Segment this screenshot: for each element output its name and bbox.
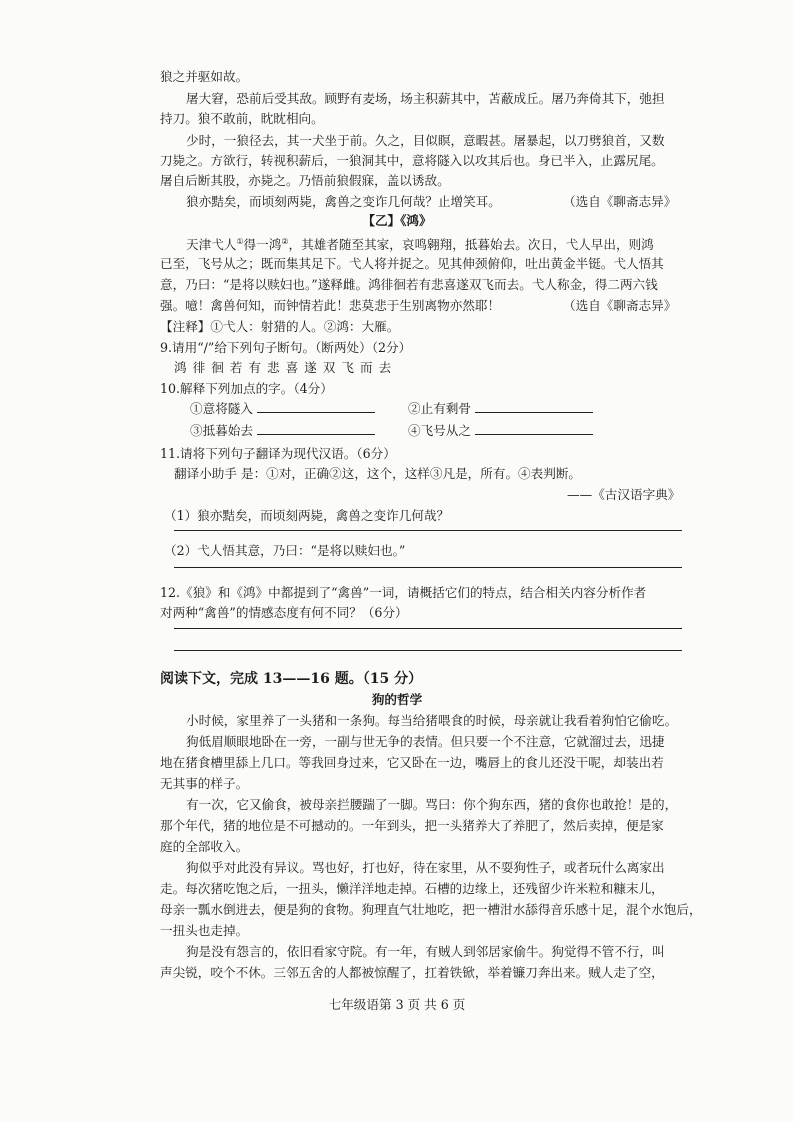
passage-line: 持刀。狼不敢前，眈眈相向。 [160,111,324,126]
passage-line: 屠大窘，恐前后受其敌。顾野有麦场，场主积薪其中，苫蔽成丘。屠乃奔倚其下，弛担 [186,91,665,106]
essay-line: 狗是没有怨言的，依旧看家守院。有一年，有贼人到邻居家偷牛。狗觉得不管不行，叫 [186,944,665,959]
essay-line: 狗低眉顺眼地卧在一旁，一副与世无争的表情。但只要一个不注意，它就溜过去，迅捷 [186,734,665,749]
passage-line: 狼亦黠矣，而顷刻两毙，禽兽之变诈几何哉？止增笑耳。 [186,194,501,209]
question-11-item: （2）弋人悟其意，乃曰：“是将以赎妇也。” [164,543,406,558]
passage-line: 狼之并驱如故。 [160,69,249,84]
essay-line: 庭的全部收入。 [160,839,249,854]
passage-line: 屠自后断其股，亦毙之。乃悟前狼假寐，盖以诱敌。 [160,173,450,188]
question-10-item [408,422,593,440]
essay-line: 有一次，它又偷食，被母亲拦腰踹了一脚。骂曰：你个狗东西，猪的食你也敢抢！是的， [186,797,678,812]
item-label: ③抵暮始去 [190,423,253,438]
answer-blank[interactable] [475,400,593,413]
passage-line: 意，乃曰：“是将以赎妇也。”遂释雌。鸿徘徊若有悲喜遂双飞而去。弋人称金，得二两六钱 [160,277,658,292]
item-label: ④飞号从之 [408,423,471,438]
essay-line: 声尖锐，咬个不休。三邻五舍的人都被惊醒了，扛着铁锨，举着镰刀奔出来。贼人走了空， [160,965,664,980]
footnote-marker: ① [236,237,244,246]
question-10-item [190,422,375,440]
answer-line[interactable] [174,530,682,531]
answer-line[interactable] [174,628,682,629]
answer-line[interactable] [174,650,682,651]
question-10: 10.解释下列加点的字。（4分） [160,381,333,396]
essay-line: 一扭头也走掉。 [160,923,249,938]
passage-line: 刀毙之。方欲行，转视积薪后，一狼洞其中，意将隧入以攻其后也。身已半入，止露尻尾。 [160,153,664,168]
essay-line: 无其事的样子。 [160,776,249,791]
question-10-item [408,400,593,418]
page-footer: 七年级语第 3 页 共 6 页 [328,997,466,1012]
answer-blank[interactable] [257,422,375,435]
item-label: ①意将隧入 [190,401,253,416]
question-9-sentence: 鸿 徘 徊 若 有 悲 喜 遂 双 飞 而 去 [174,360,393,375]
passage-line: 强。噫！禽兽何知，而钟情若此！悲莫悲于生别离物亦然耶！ [160,298,501,313]
question-12: 12.《狼》和《鸿》中都提到了“禽兽”一词，请概括它们的特点，结合相关内容分析作者 [160,585,647,600]
answer-blank[interactable] [257,400,375,413]
item-label: ②止有剩骨 [408,401,471,416]
essay-title: 狗的哲学 [371,692,423,707]
section-heading: 阅读下文，完成 13——16 题。（15 分） [160,671,423,687]
essay-line: 走。每次猪吃饱之后，一扭头，懒洋洋地走掉。石槽的边缘上，还残留少许米粒和糠末儿， [160,881,664,896]
question-10-item [190,400,375,418]
passage-text: ，其雄者随至其家，哀鸣翱翔，抵暮始去。次日，弋人早出，则鸿 [288,237,654,253]
question-11: 11.请将下列句子翻译为现代汉语。（6分） [160,446,396,461]
annotation-note: 【注释】①弋人：射猎的人。②鸿：大雁。 [160,319,400,334]
helper-source: ——《古汉语字典》 [567,487,681,502]
footnote-marker: ② [281,237,289,246]
essay-line: 小时候，家里养了一头猪和一条狗。每当给猪喂食的时候，母亲就让我看着狗怕它偷吃。 [186,713,678,728]
passage-text: 天津弋人 [186,237,237,253]
answer-line[interactable] [174,567,682,568]
passage-text: 得一鸿 [243,237,282,253]
translation-helper: 翻译小助手 是：①对，正确②这，这个，这样③凡是，所有。④表判断。 [174,466,582,481]
answer-blank[interactable] [475,422,593,435]
essay-line: 母亲一瓢水倒进去，便是狗的食物。狗理直气壮地吃，把一槽泔水舔得音乐感十足，混个水饱后， [160,902,702,917]
subtitle: 【乙】《鸿》 [362,213,432,228]
essay-line: 地在猪食槽里舔上几口。等我回身过来，它又卧在一边，嘴唇上的食儿还没干呢，却装出若 [160,755,664,770]
passage-line: 已至，飞号从之；既而集其足下。弋人将并捉之。见其伸颈俯仰，吐出黄金半铤。弋人悟其 [160,256,664,271]
question-9: 9.请用“/”给下列句子断句。（断两处）（2分） [160,340,412,355]
source-citation: （选自《聊斋志异》 [563,298,677,313]
passage-line [186,233,654,254]
question-12: 对两种“禽兽”的情感态度有何不同？（6分） [160,605,408,620]
question-11-item: （1）狼亦黠矣，而顷刻两毙，禽兽之变诈几何哉？ [164,508,450,523]
passage-line: 少时，一狼径去，其一犬坐于前。久之，目似瞑，意暇甚。屠暴起，以刀劈狼首，又数 [186,133,665,148]
essay-line: 狗似乎对此没有异议。骂也好，打也好，待在家里，从不耍狗性子，或者玩什么离家出 [186,860,665,875]
essay-line: 那个年代，猪的地位是不可撼动的。一年到头，把一头猪养大了养肥了，然后卖掉，便是家 [160,818,664,833]
source-citation: （选自《聊斋志异》 [563,194,677,209]
